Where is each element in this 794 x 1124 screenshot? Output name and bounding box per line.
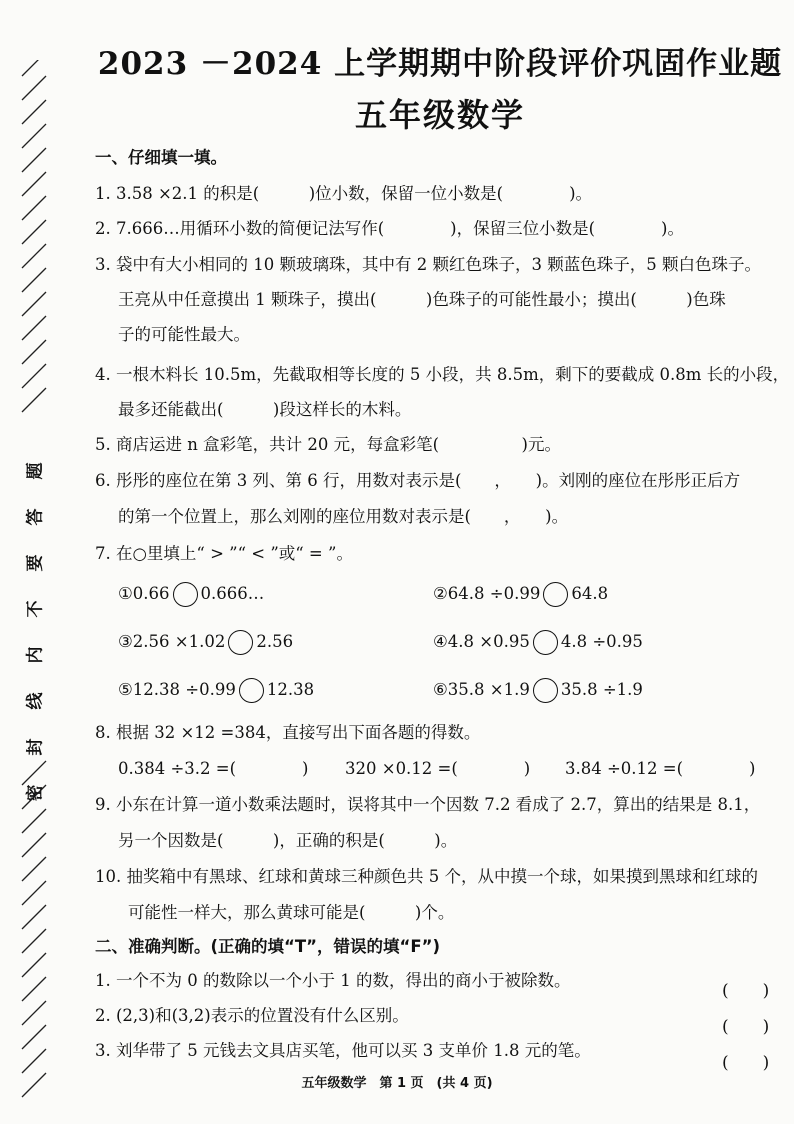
question-6-line: 6. 彤彤的座位在第 3 列、第 6 行，用数对表示是( ， )。刘刚的座位在彤彤正后方 [95, 471, 741, 490]
q8-calc: 320 ×0.12 =( ) [345, 759, 531, 778]
question-3-line: 王亮从中任意摸出 1 颗珠子，摸出( )色珠子的可能性最小；摸出( )色珠 [118, 290, 726, 309]
compare-left: ④4.8 ×0.95 [433, 632, 530, 651]
compare-circle[interactable] [533, 678, 558, 703]
exam-title: 2023 －2024 上学期期中阶段评价巩固作业题 [97, 46, 783, 82]
compare-item [433, 628, 643, 656]
question-10-line: 10. 抽奖箱中有黑球、红球和黄球三种颜色共 5 个，从中摸一个球，如果摸到黑球和红球的 [95, 867, 758, 886]
judge-item: 1. 一个不为 0 的数除以一个小于 1 的数，得出的商小于被除数。 [95, 971, 571, 990]
question-4-line: 4. 一根木料长 10.5m，先截取相等长度的 5 小段，共 8.5m，剩下的要截成 0.8m 长的小段， [95, 365, 790, 384]
seal-char: 不 [25, 600, 45, 618]
compare-right: 0.666… [200, 584, 265, 603]
seal-char: 答 [25, 508, 45, 526]
seal-line-text [22, 448, 48, 816]
compare-item [118, 580, 264, 608]
compare-circle[interactable] [543, 582, 568, 607]
compare-left: ③2.56 ×1.02 [118, 632, 226, 651]
compare-left: ⑥35.8 ×1.9 [433, 680, 530, 699]
compare-left: ②64.8 ÷0.99 [433, 584, 541, 603]
compare-left: ⑤12.38 ÷0.99 [118, 680, 236, 699]
seal-char: 内 [25, 646, 45, 664]
compare-item [118, 676, 314, 704]
question-9-line: 9. 小东在计算一道小数乘法题时，误将其中一个因数 7.2 看成了 2.7，算出的结果是 8.1， [95, 795, 761, 814]
compare-right: 2.56 [256, 632, 294, 651]
q8-calc: 0.384 ÷3.2 =( ) [118, 759, 309, 778]
exam-subtitle: 五年级数学 [354, 96, 525, 134]
question-10-line: 可能性一样大，那么黄球可能是( )个。 [128, 903, 455, 922]
compare-left: ①0.66 [118, 584, 170, 603]
seal-char: 线 [25, 692, 45, 710]
compare-item [118, 628, 293, 656]
page-footer: 五年级数学 第 1 页 (共 4 页) [301, 1076, 493, 1091]
seal-char: 题 [25, 462, 45, 480]
question-2: 2. 7.666…用循环小数的简便记法写作( )，保留三位小数是( )。 [95, 219, 684, 238]
seal-char: 密 [25, 784, 45, 802]
answer-blank[interactable]: ( ) [722, 1053, 770, 1073]
question-3-line: 子的可能性最大。 [118, 325, 250, 344]
question-7: 7. 在○里填上“ > ”“ < ”或“ = ”。 [95, 544, 353, 563]
section-heading: 一、仔细填一填。 [95, 148, 227, 167]
judge-item: 2. (2,3)和(3,2)表示的位置没有什么区别。 [95, 1006, 409, 1025]
compare-item [433, 580, 608, 608]
question-9-line: 另一个因数是( )，正确的积是( )。 [118, 831, 458, 850]
question-1: 1. 3.58 ×2.1 的积是( )位小数，保留一位小数是( )。 [95, 184, 593, 203]
compare-circle[interactable] [239, 678, 264, 703]
compare-right: 64.8 [571, 584, 609, 603]
section-heading: 二、准确判断。(正确的填“T”，错误的填“F”) [95, 937, 440, 956]
question-8: 8. 根据 32 ×12 =384，直接写出下面各题的得数。 [95, 723, 481, 742]
question-6-line: 的第一个位置上，那么刘刚的座位用数对表示是( ， )。 [118, 507, 569, 526]
seal-char: 要 [25, 554, 45, 572]
question-4-line: 最多还能截出( )段这样长的木料。 [118, 400, 412, 419]
q8-calc: 3.84 ÷0.12 =( ) [565, 759, 756, 778]
compare-right: 12.38 [266, 680, 315, 699]
compare-circle[interactable] [173, 582, 198, 607]
binding-margin [20, 60, 50, 1100]
compare-right: 4.8 ÷0.95 [560, 632, 643, 651]
compare-item [433, 676, 643, 704]
question-5: 5. 商店运进 n 盒彩笔，共计 20 元，每盒彩笔( )元。 [95, 435, 561, 454]
question-3-line: 3. 袋中有大小相同的 10 颗玻璃珠，其中有 2 颗红色珠子，3 颗蓝色珠子，5 颗白色珠子。 [95, 255, 761, 274]
compare-circle[interactable] [228, 630, 253, 655]
seal-char: 封 [25, 738, 45, 756]
judge-item: 3. 刘华带了 5 元钱去文具店买笔，他可以买 3 支单价 1.8 元的笔。 [95, 1041, 591, 1060]
answer-blank[interactable]: ( ) [722, 1017, 770, 1037]
answer-blank[interactable]: ( ) [722, 981, 770, 1001]
compare-circle[interactable] [533, 630, 558, 655]
compare-right: 35.8 ÷1.9 [560, 680, 643, 699]
